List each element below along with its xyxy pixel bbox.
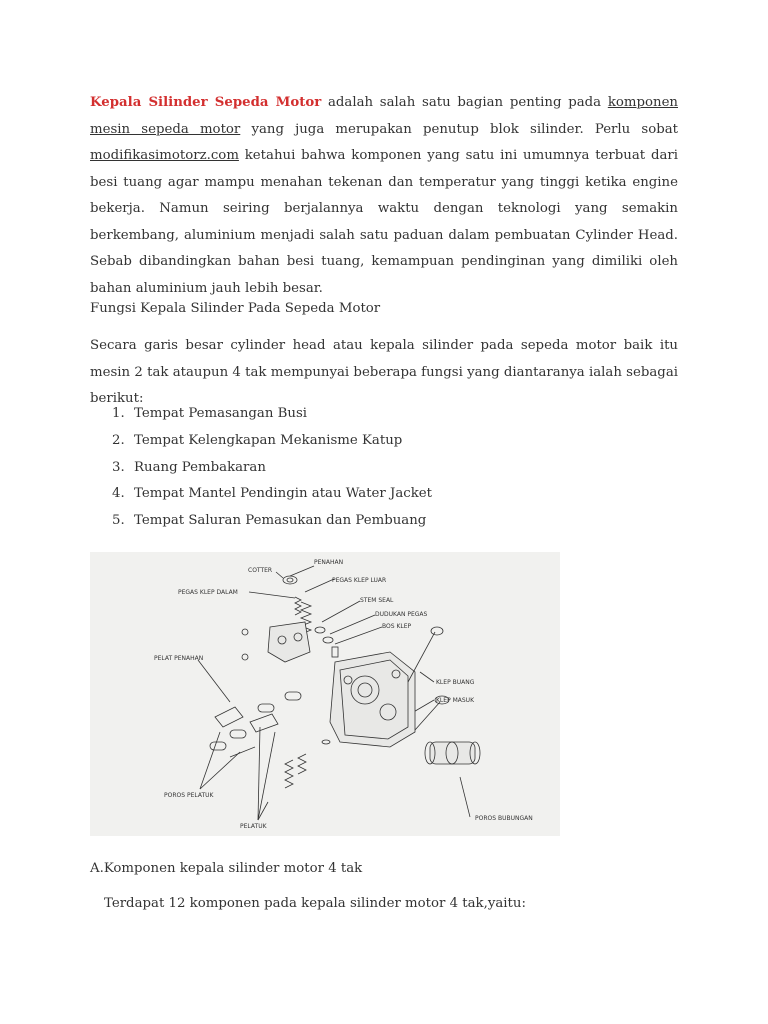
intro-text-3: ketahui bahwa komponen yang satu ini umumnya terbuat dari besi tuang agar mampu menahan tekenan dan temperatur yang tinggi ketika engine bekerja. Namun seiring berjalannya waktu dengan teknologi yang semakin berkembang, aluminium menjadi salah satu paduan dalam pembuatan Cylinder Head. Sebab dibandingkan bahan besi tuang, kemampuan pendinginan yang dimiliki oleh bahan aluminium jauh lebih besar. — [90, 148, 678, 296]
label-pelatuk: PELATUK — [240, 823, 267, 830]
label-stem-seal: STEM SEAL — [360, 597, 394, 604]
list-text: Tempat Mantel Pendingin atau Water Jacket — [134, 486, 432, 502]
list-item — [90, 482, 650, 509]
exploded-view-illustration — [90, 552, 560, 836]
label-pegas-klep-dalam: PEGAS KLEP DALAM — [178, 589, 238, 596]
section-heading: Fungsi Kepala Silinder Pada Sepeda Motor — [90, 301, 381, 316]
cylinder-head-diagram — [90, 552, 560, 836]
label-pegas-klep-luar: PEGAS KLEP LUAR — [332, 577, 387, 584]
list-number: 5. — [112, 513, 125, 529]
components-subheading: A.Komponen kepala silinder motor 4 tak — [90, 861, 363, 876]
components-intro: Terdapat 12 komponen pada kepala silinder motor 4 tak,yaitu: — [104, 896, 526, 911]
intro-text-2: yang juga merupakan penutup blok silinder. Perlu sobat — [240, 121, 679, 137]
list-text: Tempat Pemasangan Busi — [134, 406, 308, 421]
list-number: 3. — [112, 459, 125, 475]
list-number: 1. — [112, 406, 125, 421]
list-text: Tempat Kelengkapan Mekanisme Katup — [134, 432, 403, 448]
label-klep-masuk: KLEP MASUK — [436, 697, 475, 704]
list-text: Tempat Saluran Pemasukan dan Pembuang — [134, 513, 427, 529]
label-poros-bubungan: POROS BUBUNGAN — [475, 815, 533, 822]
section-intro-paragraph: Secara garis besar cylinder head atau kepala silinder pada sepeda motor baik itu mesin 2 tak ataupun 4 tak mempunyai beberapa fungsi yang diantaranya ialah sebagai berikut: — [90, 338, 678, 406]
label-poros-pelatuk: POROS PELATUK — [164, 792, 214, 799]
list-item — [90, 509, 650, 536]
list-item — [90, 429, 650, 456]
label-dudukan-pegas: DUDUKAN PEGAS — [375, 611, 428, 618]
list-item — [90, 456, 650, 483]
article-keyword: Kepala Silinder Sepeda Motor — [90, 95, 322, 110]
intro-text-1: adalah salah satu bagian penting pada — [321, 95, 608, 110]
list-number: 2. — [112, 432, 125, 448]
list-text: Ruang Pembakaran — [134, 459, 266, 475]
label-pelat-penahan: PELAT PENAHAN — [154, 655, 204, 662]
label-bos-klep: BOS KLEP — [382, 623, 412, 630]
functions-list — [90, 402, 650, 536]
link-komponen-mesin[interactable]: komponen mesin sepeda motor — [90, 95, 678, 137]
list-number: 4. — [112, 486, 125, 502]
intro-paragraph — [90, 90, 678, 302]
label-cotter: COTTER — [248, 567, 273, 574]
label-klep-buang: KLEP BUANG — [436, 679, 475, 686]
link-modifikasimotorz[interactable]: modifikasimotorz.com — [90, 148, 239, 163]
list-item — [90, 402, 650, 429]
label-penahan: PENAHAN — [314, 559, 344, 566]
